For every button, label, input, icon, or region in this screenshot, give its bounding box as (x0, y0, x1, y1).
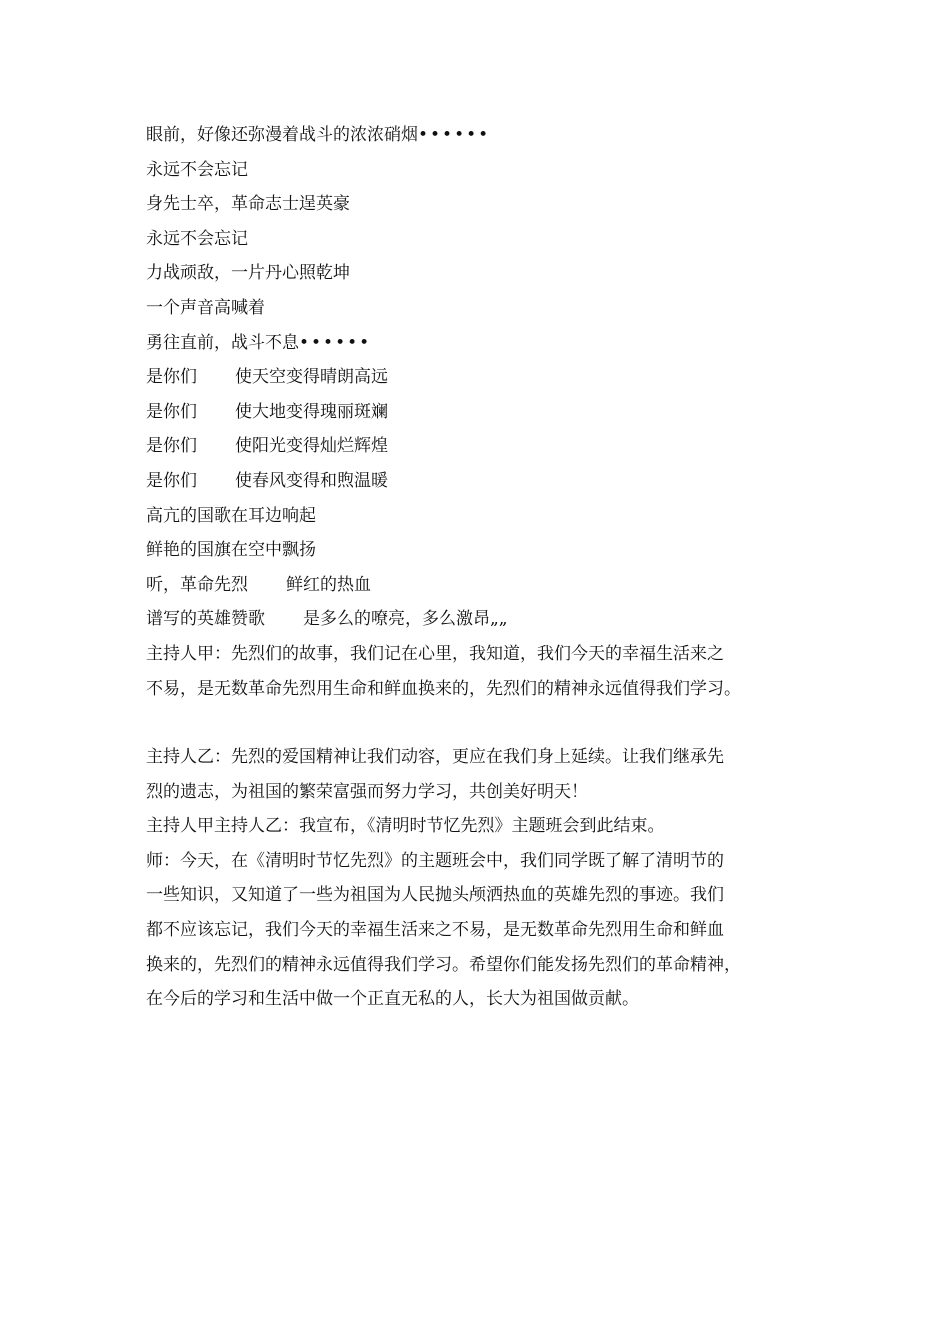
paragraph-line: 换来的，先烈们的精神永远值得我们学习。希望你们能发扬先烈们的革命精神， (146, 954, 741, 975)
poem-line (146, 153, 826, 188)
poem-text: 使大地变得瑰丽斑斓 (235, 401, 388, 422)
poem-text: 是多么的嘹亮，多么激昂„„ (303, 609, 508, 630)
poem-text: 身先士卒，革命志士逞英豪 (146, 194, 350, 215)
teacher-paragraph (146, 844, 826, 1017)
poem-text: 是你们 (146, 470, 197, 491)
poem-line (146, 187, 826, 222)
poem-text: 永远不会忘记 (146, 159, 248, 180)
poem-text: 眼前，好像还弥漫着战斗的浓浓硝烟 (146, 125, 418, 145)
paragraph-line: 主持人甲主持人乙：我宣布，《清明时节忆先烈》主题班会到此结束。 (146, 816, 665, 837)
poem-text: 谱写的英雄赞歌 (146, 609, 265, 630)
poem-line (146, 602, 826, 637)
paragraph-line: 师：今天，在《清明时节忆先烈》的主题班会中，我们同学既了解了清明节的 (146, 850, 724, 871)
paragraph-line: 不易，是无数革命先烈用生命和鲜血换来的，先烈们的精神永远值得我们学习。 (146, 678, 741, 699)
closing-paragraph (146, 809, 826, 844)
paragraph-line: 主持人甲：先烈们的故事，我们记在心里，我知道，我们今天的幸福生活来之 (146, 643, 724, 664)
poem-text: 是你们 (146, 401, 197, 422)
poem-line (146, 256, 826, 291)
paragraph-gap (146, 706, 826, 740)
paragraph-line: 都不应该忘记，我们今天的幸福生活来之不易，是无数革命先烈用生命和鲜血 (146, 920, 724, 941)
paragraph-line: 一些知识，又知道了一些为祖国为人民抛头颅洒热血的英雄先烈的事迹。我们 (146, 885, 724, 906)
poem-line (146, 291, 826, 326)
poem-text: 一个声音高喊着 (146, 297, 265, 318)
poem-text: 使春风变得和煦温暖 (235, 470, 388, 491)
paragraph-line: 主持人乙：先烈的爱国精神让我们动容，更应在我们身上延续。让我们继承先 (146, 747, 724, 768)
poem-text: 使天空变得晴朗高远 (235, 367, 388, 388)
poem-text: 使阳光变得灿烂辉煌 (235, 436, 388, 457)
poem-line (146, 499, 826, 534)
poem-line (146, 326, 826, 361)
poem-text: 永远不会忘记 (146, 228, 248, 249)
poem-line (146, 395, 826, 430)
poem-text: 鲜红的热血 (286, 574, 371, 595)
poem-text: 勇往直前，战斗不息 (146, 332, 299, 353)
poem-line (146, 360, 826, 395)
paragraph-line: 烈的遗志，为祖国的繁荣富强而努力学习，共创美好明天！ (146, 781, 588, 802)
poem-text: 是你们 (146, 436, 197, 457)
ellipsis-dots: •••••• (299, 332, 372, 353)
poem-line (146, 118, 826, 153)
host-b-paragraph (146, 740, 826, 809)
ellipsis-dots: •••••• (418, 125, 491, 145)
poem-line (146, 464, 826, 499)
poem-line (146, 533, 826, 568)
poem-text: 高亢的国歌在耳边响起 (146, 505, 316, 526)
host-a-paragraph (146, 637, 826, 706)
paragraph-line: 在今后的学习和生活中做一个正直无私的人，长大为祖国做贡献。 (146, 989, 639, 1010)
poem-text: 鲜艳的国旗在空中飘扬 (146, 540, 316, 561)
poem-line (146, 429, 826, 464)
poem-text: 听，革命先烈 (146, 574, 248, 595)
poem-text: 是你们 (146, 367, 197, 388)
document-body (146, 118, 826, 1017)
poem-line (146, 222, 826, 257)
poem-text: 力战顽敌，一片丹心照乾坤 (146, 263, 350, 284)
poem (146, 118, 826, 637)
poem-line (146, 568, 826, 603)
